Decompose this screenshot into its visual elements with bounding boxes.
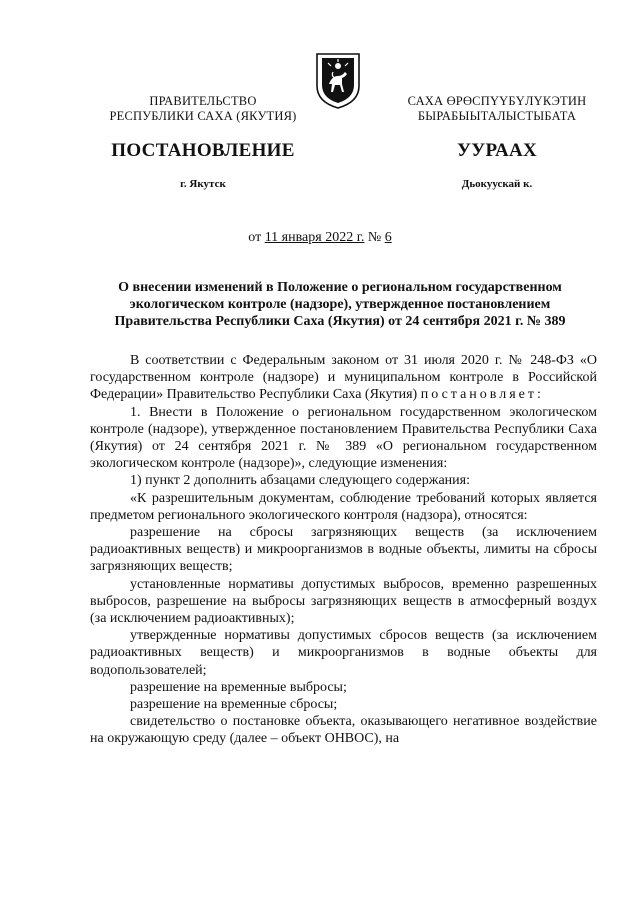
- city-yakut: Дьокуускай к.: [461, 178, 533, 190]
- document-title-line-1: О внесении изменений в Положение о региональном государственном: [118, 280, 562, 295]
- preamble-text: В соответствии с Федеральным законом от 31 июля 2020 г. № 248-ФЗ «О государственном контроле (надзоре) и муниципальном контроле в Российской Федерации» Правительство Республики Саха (Якутия): [90, 353, 597, 403]
- document-title-line-2: экологическом контроле (надзоре), утвержденное постановлением: [129, 297, 551, 312]
- date-and-number: [0, 230, 640, 246]
- document-type-yakut: УУРААХ: [456, 140, 538, 161]
- body-paragraph-2: 1) пункт 2 дополнить абзацами следующего содержания:: [130, 473, 470, 489]
- body-paragraph-8: разрешение на временные сбросы;: [130, 697, 338, 713]
- document-title-line-3: Правительства Республики Саха (Якутия) от 24 сентября 2021 г. № 389: [114, 314, 566, 329]
- city-russian: г. Якутск: [180, 178, 226, 190]
- body-paragraph-7: разрешение на временные выбросы;: [130, 679, 347, 695]
- issuer-line-2: РЕСПУБЛИКИ САХА (ЯКУТИЯ): [109, 109, 297, 123]
- issuer-line-2-yakut: БЫРАБЫЫТАЛЫСТЫБАТА: [417, 109, 577, 123]
- body-paragraph-4: разрешение на сбросы загрязняющих веществ (за исключением радиоактивных веществ) и микроорганизмов в водные объекты, лимиты на сбросы загрязняющих веществ;: [90, 525, 597, 575]
- body-paragraph-9: свидетельство о постановке объекта, оказывающего негативное воздействие на окружающую среду (далее – объект ОНВОС), на: [90, 714, 597, 747]
- coat-of-arms-emblem: [313, 50, 363, 110]
- date-prefix: от: [248, 230, 265, 245]
- issuer-name-russian: [88, 94, 318, 124]
- issuer-name-yakut: [382, 94, 612, 124]
- decree-word: постановляет:: [420, 387, 544, 403]
- document-title: [90, 279, 590, 330]
- body-paragraph-3: «К разрешительным документам, соблюдение требований которых является предметом регионального экологического контроля (надзора), относятся:: [90, 490, 597, 523]
- number-label: №: [364, 230, 385, 245]
- body-paragraph-5: установленные нормативы допустимых выбросов, временно разрешенных выбросов, разрешение на выбросы загрязняющих веществ в атмосферный воздух (за исключением радиоактивных);: [90, 576, 597, 627]
- issuer-line-1-yakut: САХА ӨРӨСПҮҮБҮЛҮКЭТИН: [407, 94, 587, 108]
- document-type-russian: ПОСТАНОВЛЕНИЕ: [111, 140, 295, 161]
- issuer-line-1: ПРАВИТЕЛЬСТВО: [149, 94, 257, 108]
- body-paragraph-6: утвержденные нормативы допустимых сбросов веществ (за исключением радиоактивных веществ) и микроорганизмов в водные объекты для водопользователей;: [90, 628, 597, 678]
- body-paragraph-1: 1. Внести в Положение о региональном государственном экологическом контроле (надзоре), утвержденное постановлением Правительства Республики Саха (Якутия) от 24 сентября 2021 г. № 389 «О региональном государственном экологическом контроле (надзоре)», следующие изменения:: [90, 404, 597, 472]
- document-number: 6: [384, 230, 392, 245]
- document-body: [90, 352, 597, 748]
- document-date: 11 января 2022 г.: [264, 230, 365, 245]
- body-paragraph-preamble: [90, 352, 597, 404]
